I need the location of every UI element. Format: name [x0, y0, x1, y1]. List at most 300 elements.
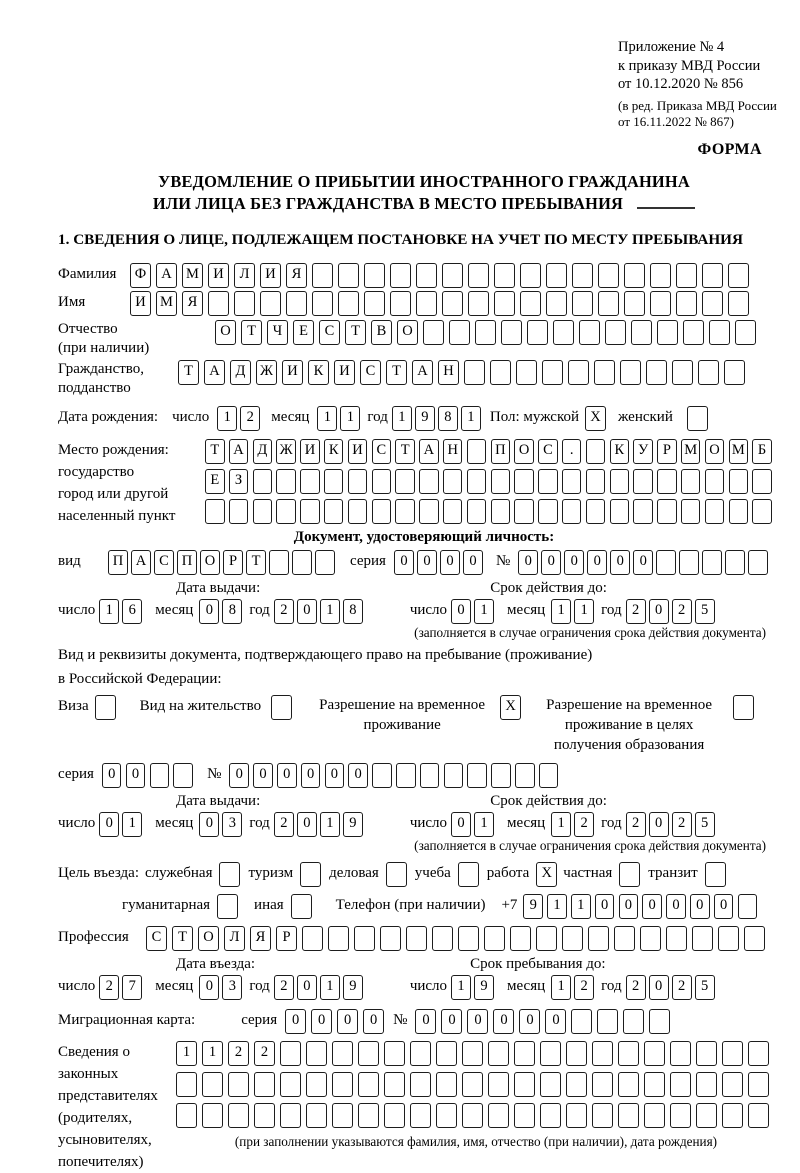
char-box[interactable]: [752, 499, 772, 524]
char-box[interactable]: [572, 291, 593, 316]
char-box[interactable]: В: [371, 320, 392, 345]
char-box[interactable]: 2: [574, 975, 594, 1000]
valid-year-boxes[interactable]: [626, 599, 718, 624]
residence-series-boxes[interactable]: [102, 763, 197, 788]
char-box[interactable]: 9: [523, 894, 543, 919]
char-box[interactable]: [692, 926, 713, 951]
char-box[interactable]: [733, 695, 754, 720]
char-box[interactable]: [748, 1041, 769, 1066]
char-box[interactable]: 1: [340, 406, 360, 431]
char-box[interactable]: 1: [122, 812, 142, 837]
char-box[interactable]: [328, 926, 349, 951]
char-box[interactable]: 2: [274, 812, 294, 837]
entry-day-boxes[interactable]: [99, 975, 145, 1000]
char-box[interactable]: [650, 263, 671, 288]
char-box[interactable]: 1: [320, 975, 340, 1000]
char-box[interactable]: [594, 360, 615, 385]
char-box[interactable]: [640, 926, 661, 951]
birthplace-boxes-line3[interactable]: [205, 499, 776, 524]
char-box[interactable]: [592, 1103, 613, 1128]
char-box[interactable]: [324, 469, 344, 494]
char-box[interactable]: 0: [311, 1009, 332, 1034]
char-box[interactable]: X: [500, 695, 521, 720]
char-box[interactable]: [410, 1041, 431, 1066]
char-box[interactable]: 1: [320, 599, 340, 624]
char-box[interactable]: 1: [474, 599, 494, 624]
char-box[interactable]: [386, 862, 407, 887]
char-box[interactable]: [234, 291, 255, 316]
sex-female-checkbox[interactable]: [687, 406, 708, 431]
char-box[interactable]: [95, 695, 116, 720]
char-box[interactable]: [538, 499, 558, 524]
char-box[interactable]: 0: [417, 550, 437, 575]
purpose-other-checkbox[interactable]: [291, 894, 312, 919]
char-box[interactable]: [395, 469, 415, 494]
char-box[interactable]: [705, 499, 725, 524]
char-box[interactable]: [205, 499, 225, 524]
char-box[interactable]: П: [491, 439, 511, 464]
char-box[interactable]: 0: [199, 599, 219, 624]
char-box[interactable]: [540, 1041, 561, 1066]
char-box[interactable]: 0: [440, 550, 460, 575]
char-box[interactable]: 0: [394, 550, 414, 575]
char-box[interactable]: [568, 360, 589, 385]
char-box[interactable]: [657, 499, 677, 524]
char-box[interactable]: Т: [386, 360, 407, 385]
char-box[interactable]: [656, 550, 676, 575]
char-box[interactable]: 0: [337, 1009, 358, 1034]
issue-year-boxes[interactable]: [274, 599, 366, 624]
char-box[interactable]: [681, 469, 701, 494]
char-box[interactable]: [679, 550, 699, 575]
char-box[interactable]: 1: [176, 1041, 197, 1066]
char-box[interactable]: 1: [474, 812, 494, 837]
char-box[interactable]: [396, 763, 416, 788]
char-box[interactable]: [546, 263, 567, 288]
char-box[interactable]: [324, 499, 344, 524]
char-box[interactable]: [380, 926, 401, 951]
char-box[interactable]: [286, 291, 307, 316]
char-box[interactable]: [579, 320, 600, 345]
char-box[interactable]: 1: [392, 406, 412, 431]
char-box[interactable]: Б: [752, 439, 772, 464]
char-box[interactable]: 0: [297, 599, 317, 624]
char-box[interactable]: 2: [99, 975, 119, 1000]
char-box[interactable]: 0: [199, 975, 219, 1000]
char-box[interactable]: [462, 1103, 483, 1128]
char-box[interactable]: 2: [274, 975, 294, 1000]
char-box[interactable]: 2: [626, 812, 646, 837]
purpose-humanitarian-checkbox[interactable]: [217, 894, 238, 919]
char-box[interactable]: [657, 320, 678, 345]
char-box[interactable]: Л: [224, 926, 245, 951]
citizenship-boxes[interactable]: [178, 360, 750, 385]
char-box[interactable]: [292, 550, 312, 575]
char-box[interactable]: Ч: [267, 320, 288, 345]
char-box[interactable]: [598, 263, 619, 288]
doc-type-boxes[interactable]: [108, 550, 338, 575]
char-box[interactable]: [468, 291, 489, 316]
char-box[interactable]: 0: [595, 894, 615, 919]
char-box[interactable]: [488, 1041, 509, 1066]
char-box[interactable]: [490, 360, 511, 385]
char-box[interactable]: С: [372, 439, 392, 464]
char-box[interactable]: [423, 320, 444, 345]
char-box[interactable]: [467, 499, 487, 524]
edu-permit-checkbox[interactable]: [733, 695, 754, 720]
char-box[interactable]: М: [681, 439, 701, 464]
char-box[interactable]: [300, 862, 321, 887]
char-box[interactable]: [687, 406, 708, 431]
char-box[interactable]: 0: [441, 1009, 462, 1034]
char-box[interactable]: [735, 320, 756, 345]
char-box[interactable]: О: [198, 926, 219, 951]
char-box[interactable]: [420, 763, 440, 788]
char-box[interactable]: [515, 763, 535, 788]
char-box[interactable]: [670, 1072, 691, 1097]
char-box[interactable]: [725, 550, 745, 575]
char-box[interactable]: Я: [250, 926, 271, 951]
char-box[interactable]: 0: [277, 763, 297, 788]
char-box[interactable]: [416, 291, 437, 316]
char-box[interactable]: [514, 499, 534, 524]
char-box[interactable]: С: [146, 926, 167, 951]
char-box[interactable]: [514, 469, 534, 494]
char-box[interactable]: 0: [325, 763, 345, 788]
char-box[interactable]: 2: [672, 812, 692, 837]
char-box[interactable]: [228, 1103, 249, 1128]
char-box[interactable]: [462, 1041, 483, 1066]
char-box[interactable]: [676, 263, 697, 288]
char-box[interactable]: А: [419, 439, 439, 464]
name-boxes[interactable]: [130, 291, 754, 316]
char-box[interactable]: Е: [205, 469, 225, 494]
char-box[interactable]: [291, 894, 312, 919]
char-box[interactable]: И: [208, 263, 229, 288]
char-box[interactable]: 0: [541, 550, 561, 575]
char-box[interactable]: Ж: [256, 360, 277, 385]
char-box[interactable]: 0: [519, 1009, 540, 1034]
char-box[interactable]: 0: [610, 550, 630, 575]
char-box[interactable]: 0: [714, 894, 734, 919]
char-box[interactable]: .: [562, 439, 582, 464]
char-box[interactable]: [467, 439, 487, 464]
char-box[interactable]: 0: [229, 763, 249, 788]
char-box[interactable]: [702, 291, 723, 316]
char-box[interactable]: 1: [202, 1041, 223, 1066]
char-box[interactable]: О: [705, 439, 725, 464]
char-box[interactable]: [586, 499, 606, 524]
char-box[interactable]: [176, 1072, 197, 1097]
char-box[interactable]: [419, 499, 439, 524]
char-box[interactable]: 0: [297, 812, 317, 837]
char-box[interactable]: [631, 320, 652, 345]
char-box[interactable]: [372, 469, 392, 494]
char-box[interactable]: [416, 263, 437, 288]
char-box[interactable]: Е: [293, 320, 314, 345]
purpose-private-checkbox[interactable]: [619, 862, 640, 887]
char-box[interactable]: 1: [551, 812, 571, 837]
char-box[interactable]: А: [131, 550, 151, 575]
char-box[interactable]: [683, 320, 704, 345]
char-box[interactable]: [410, 1072, 431, 1097]
purpose-official-checkbox[interactable]: [219, 862, 240, 887]
char-box[interactable]: 1: [99, 599, 119, 624]
char-box[interactable]: 0: [642, 894, 662, 919]
char-box[interactable]: [722, 1103, 743, 1128]
char-box[interactable]: 2: [626, 599, 646, 624]
stay-year-boxes[interactable]: [626, 975, 718, 1000]
char-box[interactable]: [620, 360, 641, 385]
char-box[interactable]: [348, 499, 368, 524]
char-box[interactable]: 0: [666, 894, 686, 919]
char-box[interactable]: 2: [274, 599, 294, 624]
char-box[interactable]: О: [397, 320, 418, 345]
char-box[interactable]: 0: [253, 763, 273, 788]
doc-series-boxes[interactable]: [394, 550, 486, 575]
char-box[interactable]: 3: [222, 812, 242, 837]
char-box[interactable]: [670, 1041, 691, 1066]
char-box[interactable]: [566, 1103, 587, 1128]
purpose-transit-checkbox[interactable]: [705, 862, 726, 887]
legal-boxes-line1[interactable]: [176, 1041, 776, 1066]
char-box[interactable]: [462, 1072, 483, 1097]
char-box[interactable]: 5: [695, 812, 715, 837]
char-box[interactable]: [633, 499, 653, 524]
char-box[interactable]: 1: [217, 406, 237, 431]
char-box[interactable]: 0: [363, 1009, 384, 1034]
char-box[interactable]: 0: [297, 975, 317, 1000]
char-box[interactable]: [458, 926, 479, 951]
char-box[interactable]: Т: [205, 439, 225, 464]
char-box[interactable]: [494, 291, 515, 316]
char-box[interactable]: [514, 1103, 535, 1128]
char-box[interactable]: 0: [463, 550, 483, 575]
char-box[interactable]: [150, 763, 170, 788]
residence-valid-month-boxes[interactable]: [551, 812, 597, 837]
char-box[interactable]: [598, 291, 619, 316]
char-box[interactable]: [650, 291, 671, 316]
char-box[interactable]: Н: [443, 439, 463, 464]
char-box[interactable]: [705, 469, 725, 494]
char-box[interactable]: 0: [564, 550, 584, 575]
char-box[interactable]: [728, 291, 749, 316]
char-box[interactable]: [406, 926, 427, 951]
char-box[interactable]: [722, 1041, 743, 1066]
char-box[interactable]: [676, 291, 697, 316]
char-box[interactable]: 0: [493, 1009, 514, 1034]
char-box[interactable]: X: [536, 862, 557, 887]
char-box[interactable]: [681, 499, 701, 524]
stay-day-boxes[interactable]: [451, 975, 497, 1000]
char-box[interactable]: 6: [122, 599, 142, 624]
char-box[interactable]: 1: [571, 894, 591, 919]
char-box[interactable]: [597, 1009, 618, 1034]
char-box[interactable]: 2: [626, 975, 646, 1000]
char-box[interactable]: Д: [230, 360, 251, 385]
doc-number-boxes[interactable]: [518, 550, 771, 575]
char-box[interactable]: [696, 1072, 717, 1097]
char-box[interactable]: [491, 469, 511, 494]
char-box[interactable]: [390, 263, 411, 288]
legal-boxes-line3[interactable]: [176, 1103, 776, 1128]
char-box[interactable]: [728, 263, 749, 288]
char-box[interactable]: [338, 263, 359, 288]
char-box[interactable]: [358, 1072, 379, 1097]
char-box[interactable]: К: [610, 439, 630, 464]
char-box[interactable]: 1: [547, 894, 567, 919]
char-box[interactable]: [202, 1072, 223, 1097]
char-box[interactable]: [488, 1103, 509, 1128]
char-box[interactable]: [271, 695, 292, 720]
char-box[interactable]: [738, 894, 758, 919]
char-box[interactable]: 0: [199, 812, 219, 837]
char-box[interactable]: [384, 1103, 405, 1128]
char-box[interactable]: [395, 499, 415, 524]
char-box[interactable]: С: [319, 320, 340, 345]
char-box[interactable]: 2: [228, 1041, 249, 1066]
char-box[interactable]: 0: [451, 599, 471, 624]
char-box[interactable]: [520, 263, 541, 288]
valid-day-boxes[interactable]: [451, 599, 497, 624]
char-box[interactable]: [306, 1041, 327, 1066]
char-box[interactable]: [696, 1041, 717, 1066]
char-box[interactable]: [514, 1041, 535, 1066]
char-box[interactable]: 0: [518, 550, 538, 575]
char-box[interactable]: С: [360, 360, 381, 385]
char-box[interactable]: [219, 862, 240, 887]
residence-valid-day-boxes[interactable]: [451, 812, 497, 837]
char-box[interactable]: [646, 360, 667, 385]
char-box[interactable]: [280, 1041, 301, 1066]
char-box[interactable]: Я: [182, 291, 203, 316]
char-box[interactable]: [542, 360, 563, 385]
char-box[interactable]: 0: [690, 894, 710, 919]
char-box[interactable]: [698, 360, 719, 385]
char-box[interactable]: [592, 1072, 613, 1097]
char-box[interactable]: [614, 926, 635, 951]
char-box[interactable]: 9: [474, 975, 494, 1000]
char-box[interactable]: 2: [672, 599, 692, 624]
char-box[interactable]: [586, 439, 606, 464]
char-box[interactable]: [624, 263, 645, 288]
char-box[interactable]: [280, 1103, 301, 1128]
char-box[interactable]: [494, 263, 515, 288]
legal-boxes-line2[interactable]: [176, 1072, 776, 1097]
char-box[interactable]: 0: [285, 1009, 306, 1034]
char-box[interactable]: [644, 1103, 665, 1128]
char-box[interactable]: М: [182, 263, 203, 288]
char-box[interactable]: [410, 1103, 431, 1128]
char-box[interactable]: [624, 291, 645, 316]
residence-number-boxes[interactable]: [229, 763, 562, 788]
char-box[interactable]: С: [538, 439, 558, 464]
phone-boxes[interactable]: [523, 894, 761, 919]
entry-year-boxes[interactable]: [274, 975, 366, 1000]
char-box[interactable]: [475, 320, 496, 345]
char-box[interactable]: [372, 763, 392, 788]
char-box[interactable]: Д: [253, 439, 273, 464]
birthplace-boxes-line2[interactable]: [205, 469, 776, 494]
char-box[interactable]: [571, 1009, 592, 1034]
char-box[interactable]: [510, 926, 531, 951]
char-box[interactable]: [722, 1072, 743, 1097]
char-box[interactable]: 0: [587, 550, 607, 575]
char-box[interactable]: [705, 862, 726, 887]
char-box[interactable]: [390, 291, 411, 316]
char-box[interactable]: [300, 499, 320, 524]
char-box[interactable]: [729, 469, 749, 494]
char-box[interactable]: [338, 291, 359, 316]
char-box[interactable]: [269, 550, 289, 575]
char-box[interactable]: [358, 1103, 379, 1128]
char-box[interactable]: И: [130, 291, 151, 316]
char-box[interactable]: [618, 1041, 639, 1066]
char-box[interactable]: И: [282, 360, 303, 385]
char-box[interactable]: [527, 320, 548, 345]
char-box[interactable]: [644, 1072, 665, 1097]
char-box[interactable]: [605, 320, 626, 345]
char-box[interactable]: [436, 1072, 457, 1097]
char-box[interactable]: [306, 1072, 327, 1097]
entry-month-boxes[interactable]: [199, 975, 245, 1000]
char-box[interactable]: [442, 263, 463, 288]
char-box[interactable]: 9: [343, 975, 363, 1000]
char-box[interactable]: 0: [99, 812, 119, 837]
char-box[interactable]: З: [229, 469, 249, 494]
char-box[interactable]: 0: [545, 1009, 566, 1034]
char-box[interactable]: Я: [286, 263, 307, 288]
char-box[interactable]: [623, 1009, 644, 1034]
char-box[interactable]: [228, 1072, 249, 1097]
char-box[interactable]: Т: [178, 360, 199, 385]
char-box[interactable]: И: [260, 263, 281, 288]
char-box[interactable]: [458, 862, 479, 887]
char-box[interactable]: Н: [438, 360, 459, 385]
birth-month-boxes[interactable]: [317, 406, 363, 431]
char-box[interactable]: [696, 1103, 717, 1128]
char-box[interactable]: [300, 469, 320, 494]
char-box[interactable]: [315, 550, 335, 575]
char-box[interactable]: О: [514, 439, 534, 464]
char-box[interactable]: Т: [345, 320, 366, 345]
char-box[interactable]: [566, 1072, 587, 1097]
char-box[interactable]: 2: [672, 975, 692, 1000]
char-box[interactable]: [501, 320, 522, 345]
migration-number-boxes[interactable]: [415, 1009, 675, 1034]
char-box[interactable]: [306, 1103, 327, 1128]
char-box[interactable]: [572, 263, 593, 288]
char-box[interactable]: [718, 926, 739, 951]
char-box[interactable]: [253, 499, 273, 524]
char-box[interactable]: 2: [240, 406, 260, 431]
char-box[interactable]: [618, 1072, 639, 1097]
char-box[interactable]: [276, 469, 296, 494]
char-box[interactable]: 2: [254, 1041, 275, 1066]
char-box[interactable]: 9: [343, 812, 363, 837]
char-box[interactable]: [254, 1103, 275, 1128]
char-box[interactable]: 0: [649, 599, 669, 624]
char-box[interactable]: [514, 1072, 535, 1097]
char-box[interactable]: 1: [317, 406, 337, 431]
residence-issue-month-boxes[interactable]: [199, 812, 245, 837]
char-box[interactable]: Т: [172, 926, 193, 951]
char-box[interactable]: Р: [223, 550, 243, 575]
char-box[interactable]: 5: [695, 599, 715, 624]
char-box[interactable]: [276, 499, 296, 524]
purpose-business-checkbox[interactable]: [386, 862, 407, 887]
char-box[interactable]: М: [729, 439, 749, 464]
